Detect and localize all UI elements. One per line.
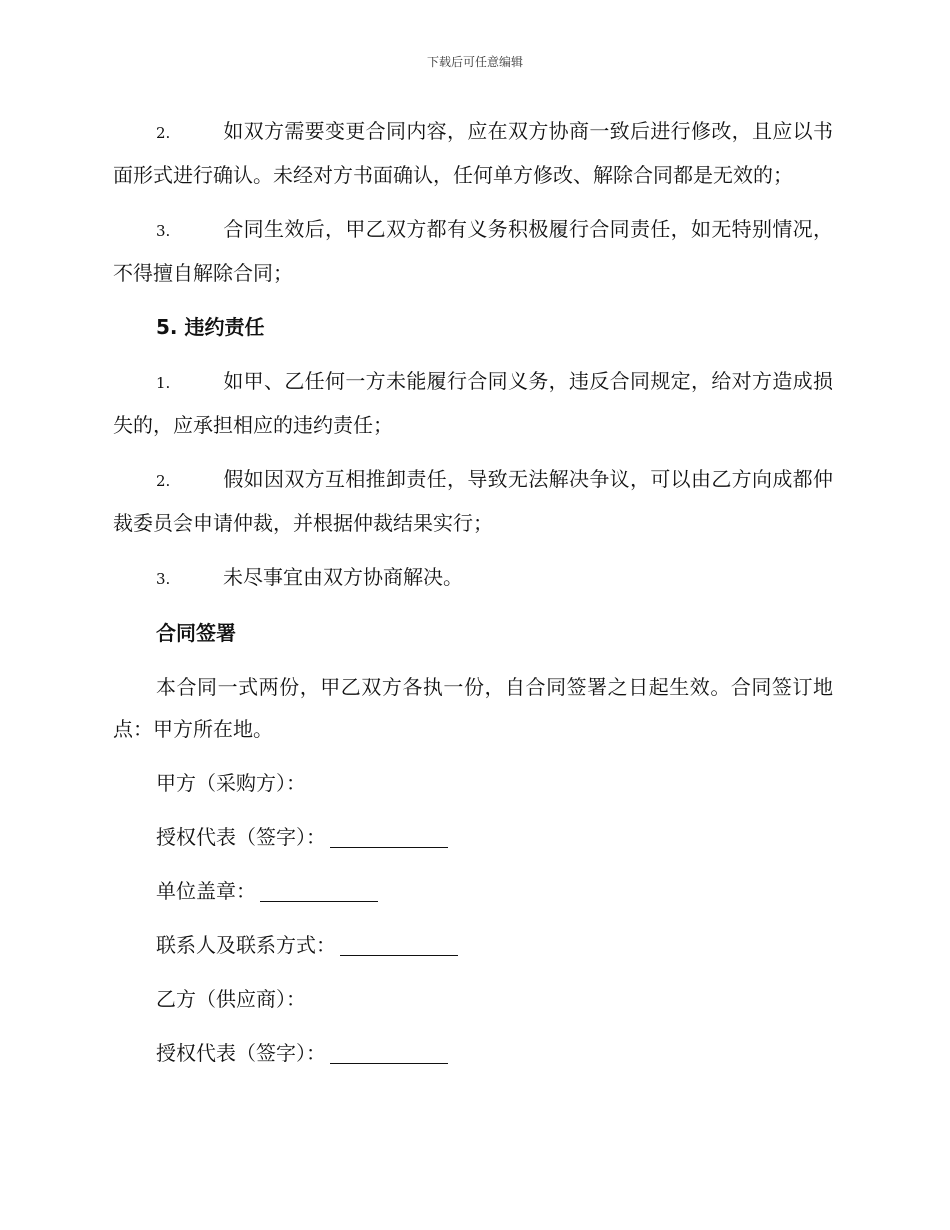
field-label: 单位盖章： <box>156 879 256 903</box>
party-a-rep-field <box>113 816 833 858</box>
item-text: 如双方需要变更合同内容，应在双方协商一致后进行修改，且应以书面形式进行确认。未经对方书面确认，任何单方修改、解除合同都是无效的； <box>113 119 833 187</box>
item-number: 3. <box>156 570 171 588</box>
list-item <box>113 208 833 294</box>
item-text: 未尽事宜由双方协商解决。 <box>223 565 463 589</box>
list-item <box>113 360 833 446</box>
item-number: 2. <box>156 472 171 490</box>
seal-blank[interactable] <box>260 879 378 902</box>
item-number: 2. <box>156 124 171 142</box>
document-body <box>113 110 833 1086</box>
item-number: 1. <box>156 374 171 392</box>
field-label: 授权代表（签字）： <box>156 1041 326 1065</box>
signature-blank[interactable] <box>330 1041 448 1064</box>
field-label: 乙方（供应商）： <box>156 987 306 1011</box>
party-a-label <box>113 762 833 804</box>
item-number: 3. <box>156 222 171 240</box>
party-b-label <box>113 978 833 1020</box>
item-text: 假如因双方互相推卸责任，导致无法解决争议，可以由乙方向成都仲裁委员会申请仲裁，并根据仲裁结果实行； <box>113 467 833 535</box>
signing-paragraph: 本合同一式两份，甲乙双方各执一份，自合同签署之日起生效。合同签订地点：甲方所在地。 <box>113 675 833 741</box>
signature-blank[interactable] <box>330 825 448 848</box>
item-text: 如甲、乙任何一方未能履行合同义务，违反合同规定，给对方造成损失的，应承担相应的违约责任； <box>113 369 833 437</box>
section-heading-signing: 合同签署 <box>156 621 236 645</box>
contact-blank[interactable] <box>340 933 458 956</box>
page-header: 下载后可任意编辑 <box>426 55 523 69</box>
field-label: 甲方（采购方）： <box>156 771 306 795</box>
list-item <box>113 110 833 196</box>
section-heading-breach: 5. 违约责任 <box>156 315 265 339</box>
field-label: 联系人及联系方式： <box>156 933 336 957</box>
item-text: 合同生效后，甲乙双方都有义务积极履行合同责任，如无特别情况，不得擅自解除合同； <box>113 217 833 285</box>
list-item <box>113 458 833 544</box>
list-item <box>113 556 833 600</box>
party-a-contact-field <box>113 924 833 966</box>
party-a-seal-field <box>113 870 833 912</box>
field-label: 授权代表（签字）： <box>156 825 326 849</box>
party-b-rep-field <box>113 1032 833 1074</box>
